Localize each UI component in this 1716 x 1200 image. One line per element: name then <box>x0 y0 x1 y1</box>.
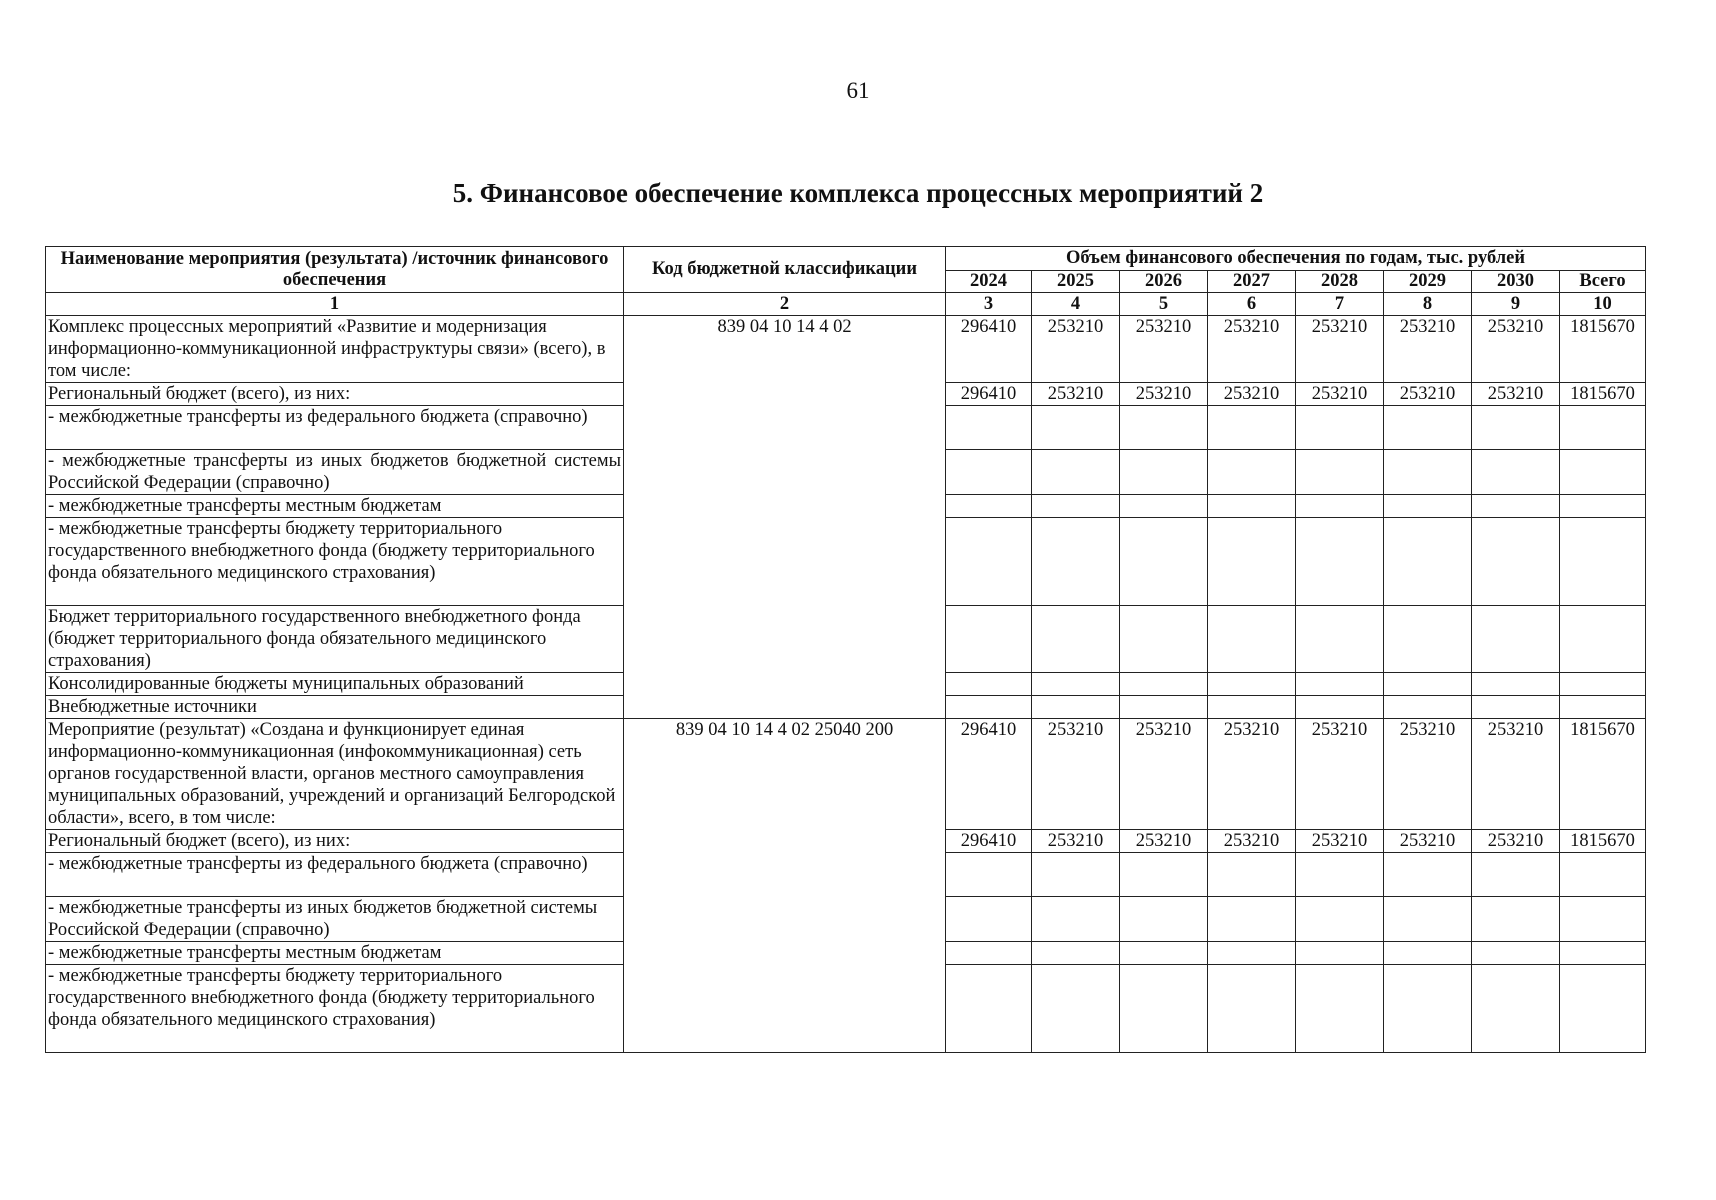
year-value <box>1384 518 1472 606</box>
header-year: 2027 <box>1208 271 1296 293</box>
total-value: 1815670 <box>1560 719 1646 830</box>
year-value <box>946 450 1032 495</box>
header-row-main <box>46 247 1646 271</box>
year-value: 296410 <box>946 383 1032 406</box>
year-value <box>1296 853 1384 897</box>
year-value <box>946 853 1032 897</box>
budget-code: 839 04 10 14 4 02 25040 200 <box>624 719 946 1053</box>
year-value <box>1296 495 1384 518</box>
year-value <box>946 406 1032 450</box>
header-year: 2025 <box>1032 271 1120 293</box>
row-name: - межбюджетные трансферты местным бюджетам <box>46 495 624 518</box>
year-value <box>1120 406 1208 450</box>
year-value <box>946 518 1032 606</box>
year-value <box>1208 942 1296 965</box>
year-value <box>946 696 1032 719</box>
total-value <box>1560 673 1646 696</box>
year-value <box>946 606 1032 673</box>
column-number: 6 <box>1208 293 1296 316</box>
row-name: Бюджет территориального государственного внебюджетного фонда (бюджет территориального фонда обязательного медицинского страхования) <box>46 606 624 673</box>
year-value <box>1472 406 1560 450</box>
year-value <box>1208 606 1296 673</box>
year-value: 253210 <box>1472 316 1560 383</box>
year-value: 253210 <box>1296 830 1384 853</box>
year-value <box>1208 965 1296 1053</box>
year-value <box>1472 606 1560 673</box>
row-name: Региональный бюджет (всего), из них: <box>46 383 624 406</box>
row-name: Консолидированные бюджеты муниципальных образований <box>46 673 624 696</box>
header-year: 2028 <box>1296 271 1384 293</box>
row-name: Комплекс процессных мероприятий «Развитие и модернизация информационно-коммуникационной инфраструктуры связи» (всего), в том числе: <box>46 316 624 383</box>
row-name: - межбюджетные трансферты из иных бюджетов бюджетной системы Российской Федерации (справочно) <box>46 450 624 495</box>
column-number: 10 <box>1560 293 1646 316</box>
page-number: 61 <box>846 78 870 103</box>
row-name: Мероприятие (результат) «Создана и функционирует единая информационно-коммуникационная (инфокоммуникационная) сеть органов государственной власти, органов местного самоуправления муниципальных образований, учреждений и организаций Белгородской области», всего, в том числе: <box>46 719 624 830</box>
year-value <box>1208 495 1296 518</box>
total-value <box>1560 897 1646 942</box>
row-name: - межбюджетные трансферты из федерального бюджета (справочно) <box>46 406 624 450</box>
row-name: - межбюджетные трансферты бюджету территориального государственного внебюджетного фонда (бюджету территориального фонда обязательного медицинского страхования) <box>46 965 624 1053</box>
year-value <box>1384 450 1472 495</box>
total-value <box>1560 853 1646 897</box>
year-value <box>1208 673 1296 696</box>
year-value <box>1120 942 1208 965</box>
row-name: - межбюджетные трансферты из федерального бюджета (справочно) <box>46 853 624 897</box>
year-value: 253210 <box>1032 316 1120 383</box>
year-value <box>1296 450 1384 495</box>
year-value <box>1208 518 1296 606</box>
year-value <box>946 673 1032 696</box>
year-value: 296410 <box>946 719 1032 830</box>
column-number: 7 <box>1296 293 1384 316</box>
year-value: 253210 <box>1472 830 1560 853</box>
total-value <box>1560 518 1646 606</box>
year-value <box>1208 853 1296 897</box>
year-value <box>1032 495 1120 518</box>
header-year: 2026 <box>1120 271 1208 293</box>
column-number: 9 <box>1472 293 1560 316</box>
year-value <box>1120 495 1208 518</box>
year-value: 253210 <box>1296 383 1384 406</box>
year-value <box>1472 673 1560 696</box>
year-value <box>946 965 1032 1053</box>
year-value <box>1296 942 1384 965</box>
year-value <box>1384 406 1472 450</box>
column-number: 1 <box>46 293 624 316</box>
year-value: 253210 <box>1120 719 1208 830</box>
year-value <box>1296 696 1384 719</box>
row-name: - межбюджетные трансферты местным бюджетам <box>46 942 624 965</box>
header-year: 2029 <box>1384 271 1472 293</box>
year-value <box>1384 696 1472 719</box>
year-value <box>1032 853 1120 897</box>
row-name: - межбюджетные трансферты из иных бюджетов бюджетной системы Российской Федерации (справочно) <box>46 897 624 942</box>
year-value <box>1472 518 1560 606</box>
year-value: 253210 <box>1384 316 1472 383</box>
budget-code: 839 04 10 14 4 02 <box>624 316 946 719</box>
year-value <box>1208 696 1296 719</box>
financing-table <box>45 246 1646 1053</box>
year-value <box>1472 942 1560 965</box>
year-value: 253210 <box>1384 719 1472 830</box>
total-value: 1815670 <box>1560 383 1646 406</box>
header-year: 2030 <box>1472 271 1560 293</box>
year-value <box>1384 606 1472 673</box>
year-value <box>1296 897 1384 942</box>
total-value <box>1560 696 1646 719</box>
year-value <box>1296 606 1384 673</box>
year-value <box>1032 897 1120 942</box>
year-value: 253210 <box>1208 316 1296 383</box>
year-value <box>1384 965 1472 1053</box>
year-value: 253210 <box>1296 719 1384 830</box>
year-value <box>1472 965 1560 1053</box>
column-number: 2 <box>624 293 946 316</box>
year-value <box>1120 965 1208 1053</box>
year-value <box>1472 495 1560 518</box>
page-title: 5. Финансовое обеспечение комплекса процессных мероприятий 2 <box>452 178 1264 208</box>
year-value <box>1296 518 1384 606</box>
header-code: Код бюджетной классификации <box>624 247 946 293</box>
header-name: Наименование мероприятия (результата) /источник финансового обеспечения <box>46 247 624 293</box>
column-number: 5 <box>1120 293 1208 316</box>
total-value: 1815670 <box>1560 316 1646 383</box>
year-value <box>1120 606 1208 673</box>
column-number: 8 <box>1384 293 1472 316</box>
table-row <box>46 719 1646 830</box>
year-value: 253210 <box>1120 316 1208 383</box>
year-value: 253210 <box>1384 830 1472 853</box>
year-value <box>1032 673 1120 696</box>
year-value <box>1032 606 1120 673</box>
year-value <box>1120 518 1208 606</box>
column-number: 3 <box>946 293 1032 316</box>
year-value: 253210 <box>1032 719 1120 830</box>
year-value: 296410 <box>946 316 1032 383</box>
year-value: 253210 <box>1472 383 1560 406</box>
year-value: 253210 <box>1208 719 1296 830</box>
total-value <box>1560 942 1646 965</box>
table-row <box>46 316 1646 383</box>
total-value <box>1560 495 1646 518</box>
year-value <box>1296 673 1384 696</box>
year-value <box>1384 495 1472 518</box>
header-total: Всего <box>1560 271 1646 293</box>
table-body <box>46 316 1646 1053</box>
total-value <box>1560 406 1646 450</box>
year-value <box>1120 897 1208 942</box>
year-value <box>1208 897 1296 942</box>
year-value <box>1384 942 1472 965</box>
year-value: 253210 <box>1208 383 1296 406</box>
year-value <box>1120 853 1208 897</box>
year-value: 253210 <box>1032 830 1120 853</box>
year-value <box>1208 406 1296 450</box>
year-value <box>946 897 1032 942</box>
year-value: 253210 <box>1296 316 1384 383</box>
year-value <box>1032 450 1120 495</box>
year-value <box>946 495 1032 518</box>
year-value: 253210 <box>1120 383 1208 406</box>
year-value: 253210 <box>1472 719 1560 830</box>
row-name: - межбюджетные трансферты бюджету территориального государственного внебюджетного фонда (бюджету территориального фонда обязательного медицинского страхования) <box>46 518 624 606</box>
header-volume: Объем финансового обеспечения по годам, тыс. рублей <box>946 247 1646 271</box>
year-value <box>1032 518 1120 606</box>
year-value <box>1032 965 1120 1053</box>
row-name: Внебюджетные источники <box>46 696 624 719</box>
year-value <box>1120 450 1208 495</box>
year-value <box>1296 406 1384 450</box>
year-value <box>1296 965 1384 1053</box>
year-value <box>946 942 1032 965</box>
year-value: 253210 <box>1032 383 1120 406</box>
year-value <box>1032 942 1120 965</box>
total-value <box>1560 450 1646 495</box>
year-value <box>1032 406 1120 450</box>
year-value: 253210 <box>1384 383 1472 406</box>
year-value <box>1472 897 1560 942</box>
year-value <box>1384 897 1472 942</box>
total-value <box>1560 965 1646 1053</box>
year-value <box>1032 696 1120 719</box>
header-year: 2024 <box>946 271 1032 293</box>
year-value: 253210 <box>1208 830 1296 853</box>
row-name: Региональный бюджет (всего), из них: <box>46 830 624 853</box>
year-value <box>1472 450 1560 495</box>
column-number: 4 <box>1032 293 1120 316</box>
year-value: 296410 <box>946 830 1032 853</box>
column-numbers-row <box>46 293 1646 316</box>
year-value <box>1120 673 1208 696</box>
year-value <box>1120 696 1208 719</box>
year-value <box>1208 450 1296 495</box>
year-value <box>1472 696 1560 719</box>
year-value <box>1384 673 1472 696</box>
year-value: 253210 <box>1120 830 1208 853</box>
total-value: 1815670 <box>1560 830 1646 853</box>
year-value <box>1384 853 1472 897</box>
total-value <box>1560 606 1646 673</box>
year-value <box>1472 853 1560 897</box>
